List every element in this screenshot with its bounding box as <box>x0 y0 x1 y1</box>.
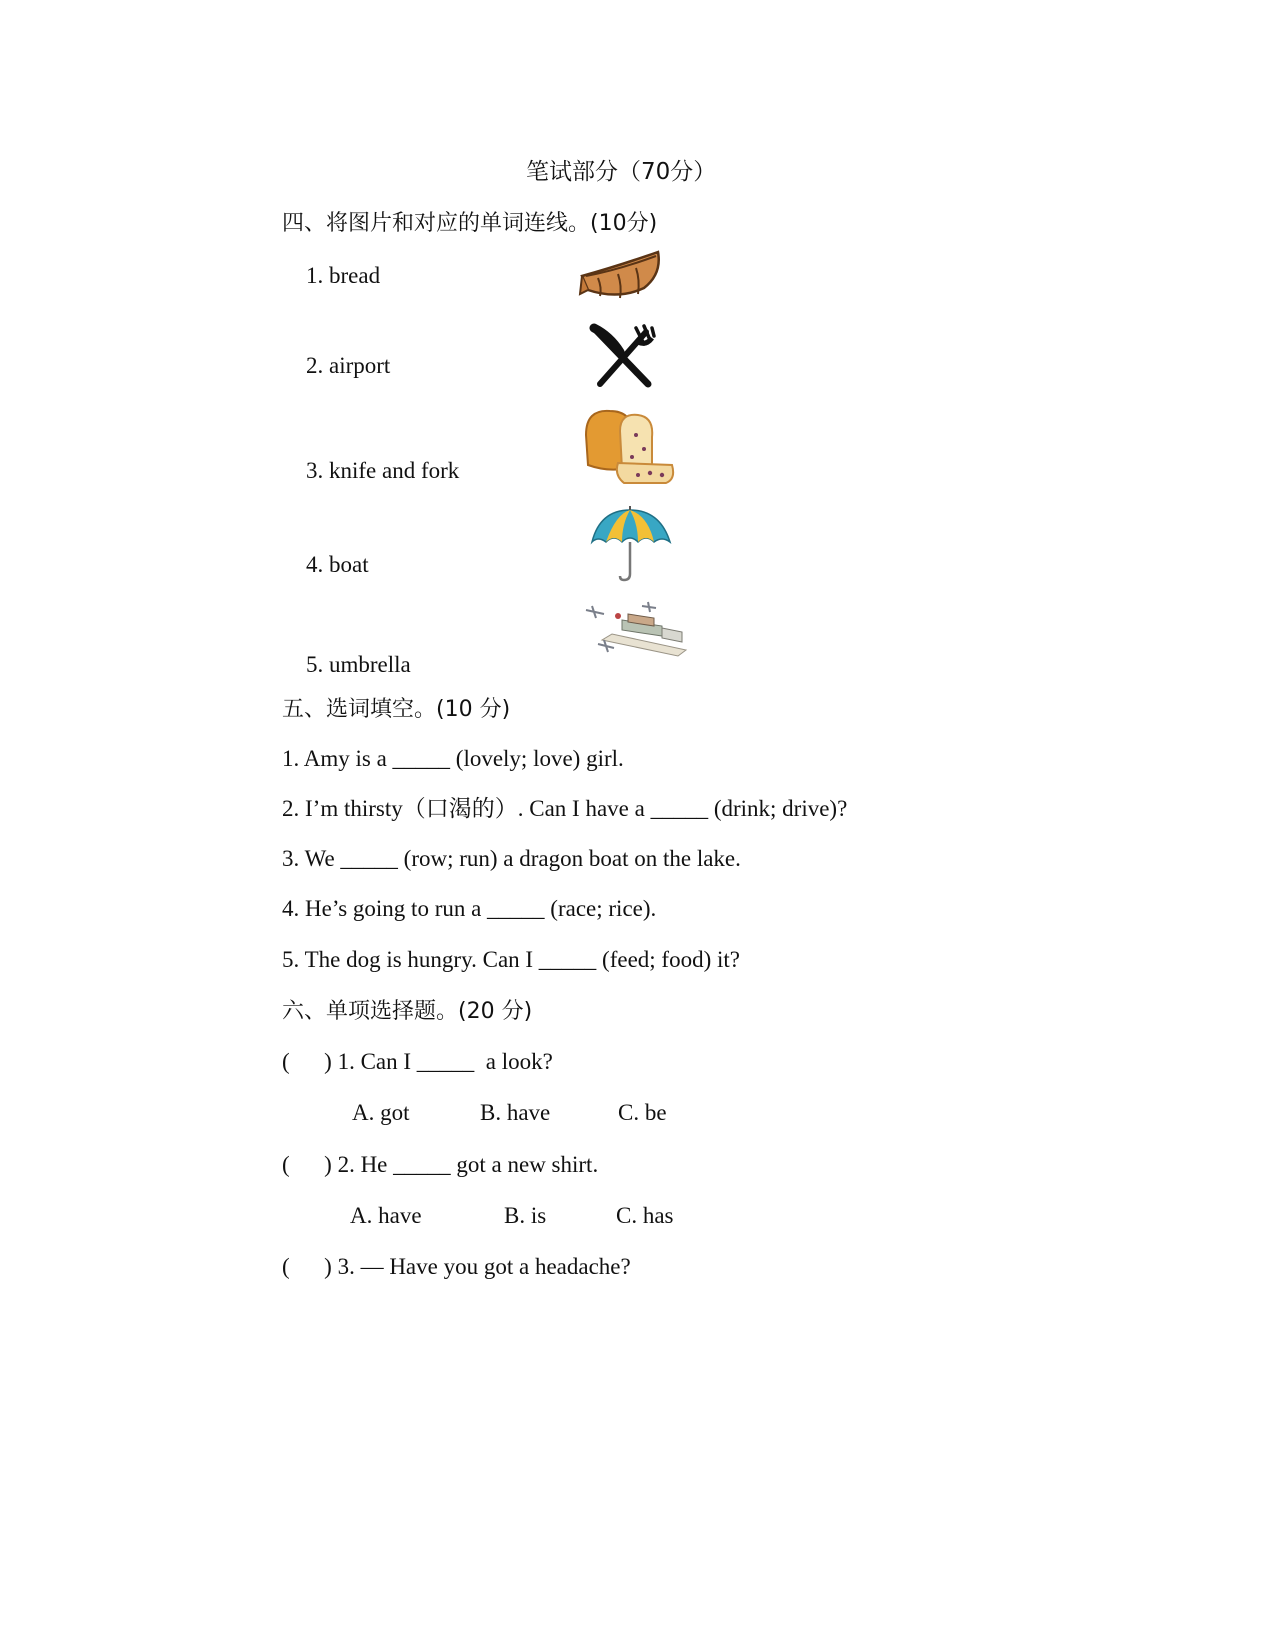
mc-1-option-a: A. got <box>352 1100 410 1125</box>
knife-and-fork-icon <box>588 322 658 392</box>
match-word-4: 4. boat <box>306 552 369 577</box>
section-4-heading: 四、将图片和对应的单词连线。(10分) <box>282 211 658 236</box>
section-5-heading: 五、选词填空。(10 分) <box>282 697 511 722</box>
fill-blank-1: 1. Amy is a _____ (lovely; love) girl. <box>282 746 624 771</box>
mc-2-option-c: C. has <box>616 1203 674 1228</box>
mc-1-option-c: C. be <box>618 1100 667 1125</box>
fill-blank-3: 3. We _____ (row; run) a dragon boat on the lake. <box>282 846 741 871</box>
mc-1-option-b: B. have <box>480 1100 551 1125</box>
fill-blank-4: 4. He’s going to run a _____ (race; rice). <box>282 896 657 921</box>
mc-2-option-b: B. is <box>504 1203 547 1228</box>
mc-question-1: ( ) 1. Can I _____ a look? <box>282 1049 553 1074</box>
match-word-3: 3. knife and fork <box>306 458 460 483</box>
match-word-1: 1. bread <box>306 263 381 288</box>
fill-blank-5: 5. The dog is hungry. Can I _____ (feed; food) it? <box>282 947 740 972</box>
mc-question-3: ( ) 3. — Have you got a headache? <box>282 1254 631 1279</box>
mc-question-2: ( ) 2. He _____ got a new shirt. <box>282 1152 599 1177</box>
mc-2-option-a: A. have <box>350 1203 422 1228</box>
page-title: 笔试部分（70分） <box>526 159 717 185</box>
fill-blank-2: 2. I’m thirsty（口渴的）. Can I have a _____ (drink; drive)? <box>282 796 848 821</box>
umbrella-icon <box>586 504 676 584</box>
section-6-heading: 六、单项选择题。(20 分) <box>282 999 533 1024</box>
boat-icon <box>578 246 664 304</box>
match-word-5: 5. umbrella <box>306 652 411 677</box>
bread-icon <box>580 405 680 489</box>
match-word-2: 2. airport <box>306 353 391 378</box>
airport-icon <box>582 600 692 662</box>
